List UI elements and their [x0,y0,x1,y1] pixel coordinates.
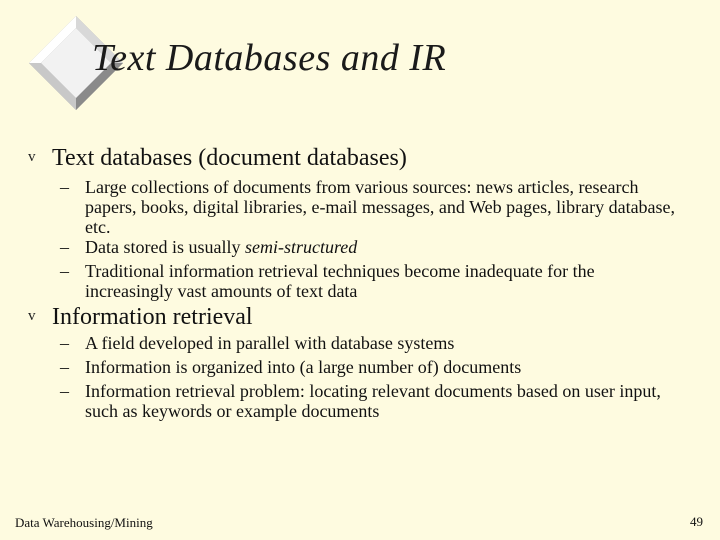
list-item-text: A field developed in parallel with database systems [85,333,455,353]
slide-footer: Data Warehousing/Mining [15,515,153,530]
list-item-text: Information is organized into (a large number of) documents [85,357,522,377]
dash-marker: – [60,381,69,401]
dash-marker: – [60,357,69,377]
bullet-marker-icon: v [28,149,36,165]
dash-marker: – [60,261,69,281]
list-item-text-italic: semi-structured [244,237,358,257]
list-item-text: Information retrieval problem: locating relevant documents based on user input, such as keywords or example documents [85,381,661,421]
bullet-label: Information retrieval [52,304,253,330]
list-item-text-plain: Data stored is usually [85,237,245,257]
page-number: 49 [690,514,703,529]
bullet-label: Text databases (document databases) [52,145,407,171]
slide-title: Text Databases and IR [92,37,447,79]
bullet-marker-icon: v [28,308,36,324]
list-item-text: Large collections of documents from various sources: news articles, research papers, books, digital libraries, e-mail messages, and Web pages, library database, etc. [85,177,676,237]
list-item-text [85,237,685,257]
list-item-text: Traditional information retrieval techniques become inadequate for the increasingly vast amounts of text data [85,261,595,301]
dash-marker: – [60,333,69,353]
dash-marker: – [60,177,69,197]
dash-marker: – [60,237,69,257]
